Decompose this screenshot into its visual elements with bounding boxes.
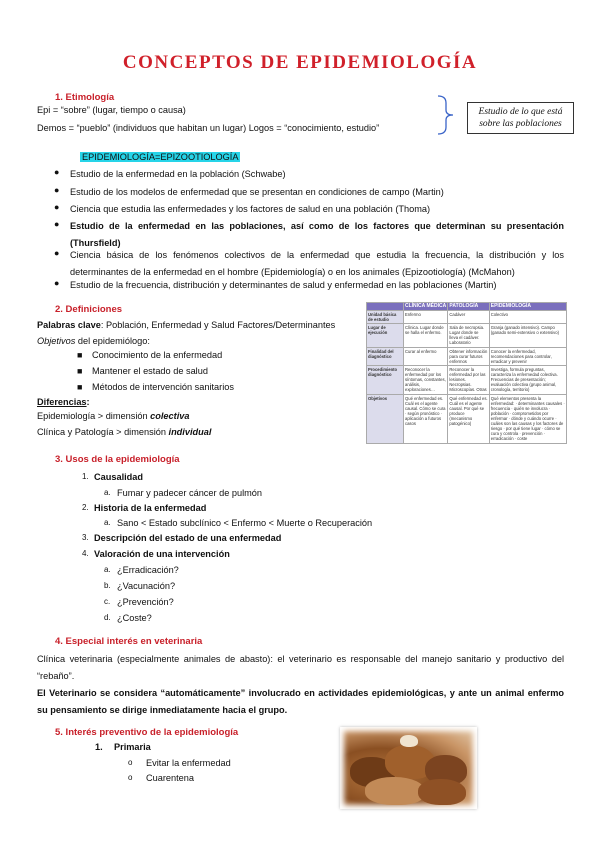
use-number: 3.	[82, 533, 89, 542]
keywords-label: Palabras clave	[37, 320, 101, 330]
definition-item: Estudio de la enfermedad en la población (Schwabe)	[70, 169, 286, 179]
use-item-label: Valoración de una intervención	[94, 549, 230, 559]
table-cell: Conocer la enfermedad, recomendaciones para controlar, erradicar y prevenir	[489, 347, 566, 365]
table-cell: Cadáver	[448, 311, 489, 324]
definition-item: Ciencia básica de los fenómenos colectivos de la enfermedad que estudia la frecuencia, la distribución y los determinantes de la enfermedad en el hombre (Epidemiología) o en los animales (Epizootiología) (McMahon)	[70, 250, 564, 277]
use-sub-item: ¿Vacunación?	[117, 581, 176, 591]
page-title: CONCEPTOS DE EPIDEMIOLOGÍA	[122, 52, 478, 73]
definition-item: Estudio de la enfermedad en las poblaciones, así como de los factores que determinan su presentación (Thursfield)	[70, 221, 564, 248]
comparison-table	[366, 302, 567, 444]
etymology-line-epi: Epi = “sobre” (lugar, tiempo o causa)	[37, 105, 186, 115]
difference-epidemiology-text: Epidemiología > dimensión	[37, 411, 151, 421]
highlight-line	[80, 152, 240, 162]
table-cell: Qué enfermedad es. Cuál es el agente causal. Cómo se cura · según pronóstico · aplicación a futuros casos	[404, 394, 448, 443]
use-sub-item: ¿Prevención?	[117, 597, 174, 607]
table-header-cell: PATOLOGÍA	[448, 303, 489, 311]
section-heading-usos: 3. Usos de la epidemiología	[55, 454, 180, 465]
table-cell: Sala de necropsia. Lugar donde se lleva el cadáver. Laboratorio	[448, 324, 489, 348]
differences-label: Diferencias	[37, 397, 87, 407]
etymology-line-demos: Demos = “pueblo” (individuos que habitan un lugar) Logos = “conocimiento, estudio”	[37, 123, 380, 133]
definition-item: Ciencia que estudia las enfermedades y los factores de salud en una población (Thoma)	[70, 204, 431, 214]
table-row	[367, 324, 567, 348]
differences-colon: :	[86, 397, 90, 407]
table-header-cell	[367, 303, 404, 311]
table-row	[367, 394, 567, 443]
use-sub-item: ¿Erradicación?	[117, 565, 179, 575]
section-heading-veterinaria: 4. Especial interés en veterinaria	[55, 636, 203, 647]
objectives-label: Objetivos	[37, 336, 76, 346]
use-sub-letter: b.	[104, 581, 111, 590]
table-cell: Granja (ganado intensivo). Campo (ganado semi-extensivo o extensivo)	[489, 324, 566, 348]
bullet-icon: ●	[54, 219, 60, 229]
differences-line	[37, 397, 90, 407]
objectives-text: del epidemiólogo:	[75, 336, 150, 346]
use-number: 2.	[82, 503, 89, 512]
objective-item: Conocimiento de la enfermedad	[92, 350, 223, 360]
primary-prevention-number: 1.	[95, 742, 103, 752]
use-number: 1.	[82, 472, 89, 481]
curly-brace-icon	[436, 95, 456, 135]
table-cell: Reconocer la enfermedad por los síntomas, constantes, análisis, exploraciones…	[404, 366, 448, 395]
use-item-label: Historia de la enfermedad	[94, 503, 207, 513]
table-cell: Obtener información para curar futuros enfermos	[449, 348, 488, 364]
cattle-photo	[340, 727, 477, 809]
section-heading-etimologia: 1. Etimología	[55, 92, 115, 103]
table-cell: Curar al enfermo	[404, 347, 448, 365]
table-row-header: Unidad básica de estudio	[367, 311, 404, 324]
table-row-header: Procedimiento diagnóstico	[367, 366, 404, 395]
use-item-label: Causalidad	[94, 472, 144, 482]
use-sub-letter: a.	[104, 565, 111, 574]
table-row	[367, 366, 567, 395]
table-cell: Enfermo	[404, 311, 448, 324]
objectives-line	[37, 336, 150, 346]
difference-epidemiology-dimension: colectiva	[150, 411, 190, 421]
objective-item: Mantener el estado de salud	[92, 366, 208, 376]
table-cell: Qué enfermedad es. Cuál es el agente causal. Por qué se produce (mecanismo patogénico)	[448, 394, 489, 443]
table-row-header: Objetivos	[367, 394, 404, 443]
difference-clinical-text: Clínica y Patología > dimensión	[37, 427, 169, 437]
keywords-text: : Población, Enfermedad y Salud Factores/Determinantes	[100, 320, 336, 330]
use-sub-item: ¿Coste?	[117, 613, 152, 623]
difference-clinical-dimension: individual	[168, 427, 212, 437]
primary-prevention-label: Primaria	[114, 742, 151, 752]
table-cell: Colectivo	[489, 311, 566, 324]
bullet-icon: ●	[54, 202, 60, 212]
table-cell: Qué elementos presenta la enfermedad: · determinantes causales · frecuencia · quién se involucra · población · comprometidos por enfermar · dónde y cuándo ocurre · cuáles son las causas y los factores de riesgo · por qué tiene lugar · cómo se cura y controla · prevención · erradicación · coste	[489, 394, 566, 443]
table-row-header: Lugar de ejecución	[367, 324, 404, 348]
veterinary-paragraph-1: Clínica veterinaria (especialmente animales de abasto): el veterinario es responsable del manejo sanitario y productivo del “rebaño”.	[37, 654, 564, 681]
highlighted-definition: EPIDEMIOLOGÍA=EPIZOOTIOLOGÍA	[82, 152, 239, 162]
note-box: Estudio de lo que está sobre las poblaciones	[467, 102, 574, 134]
prevention-item: Cuarentena	[146, 773, 195, 783]
use-sub-letter: d.	[104, 613, 111, 622]
bullet-icon: ●	[54, 167, 60, 177]
bullet-icon: ●	[54, 185, 60, 195]
difference-epidemiology	[37, 411, 189, 421]
square-bullet-icon: ■	[77, 350, 83, 360]
circle-bullet-icon: o	[128, 773, 133, 782]
table-cell: Reconocer la enfermedad por las lesiones. Necropsias. Microscopías. Otras	[448, 366, 489, 395]
circle-bullet-icon: o	[128, 758, 133, 767]
table-header-cell: CLÍNICA MÉDICA	[405, 303, 447, 309]
square-bullet-icon: ■	[77, 382, 83, 392]
section-heading-definiciones: 2. Definiciones	[55, 304, 123, 315]
use-sub-item: Sano < Estado subclínico < Enfermo < Muerte o Recuperación	[117, 518, 373, 528]
use-sub-letter: c.	[104, 597, 111, 606]
table-row	[367, 347, 567, 365]
difference-clinical	[37, 427, 211, 437]
veterinary-paragraph-2: El Veterinario se considera “automáticamente” involucrado en actividades epidemiológicas, y ante un animal enfermo su pensamiento se dirige inmediatamente hacia el grupo.	[37, 688, 564, 715]
section-heading-preventivo: 5. Interés preventivo de la epidemiología	[55, 727, 239, 738]
table-row-header: Finalidad del diagnóstico	[367, 347, 404, 365]
bullet-icon: ●	[54, 278, 60, 288]
square-bullet-icon: ■	[77, 366, 83, 376]
table-header-row	[367, 303, 567, 311]
table-row	[367, 311, 567, 324]
use-sub-item: Fumar y padecer cáncer de pulmón	[117, 488, 263, 498]
objective-item: Métodos de intervención sanitarios	[92, 382, 234, 392]
use-number: 4.	[82, 549, 89, 558]
use-sub-letter: a.	[104, 488, 111, 497]
use-item-label: Descripción del estado de una enfermedad	[94, 533, 282, 543]
definition-item: Estudio de la frecuencia, distribución y determinantes de salud y enfermedad en las poblaciones (Martin)	[70, 280, 497, 290]
use-sub-letter: a.	[104, 518, 111, 527]
prevention-item: Evitar la enfermedad	[146, 758, 231, 768]
table-header-cell: EPIDEMIOLOGÍA	[489, 303, 566, 311]
keywords-line	[37, 320, 335, 330]
bullet-icon: ●	[54, 248, 60, 258]
table-cell: Clínica. Lugar donde se halla el enfermo.	[404, 324, 448, 348]
definition-item: Estudio de los modelos de enfermedad que se presentan en condiciones de campo (Martin)	[70, 187, 444, 197]
table-cell: Investiga, formula preguntas, caracteriza la enfermedad colectiva. Frecuencias de presentación; evaluación colectiva (grupo animal, cronología, territorio)	[489, 366, 566, 395]
